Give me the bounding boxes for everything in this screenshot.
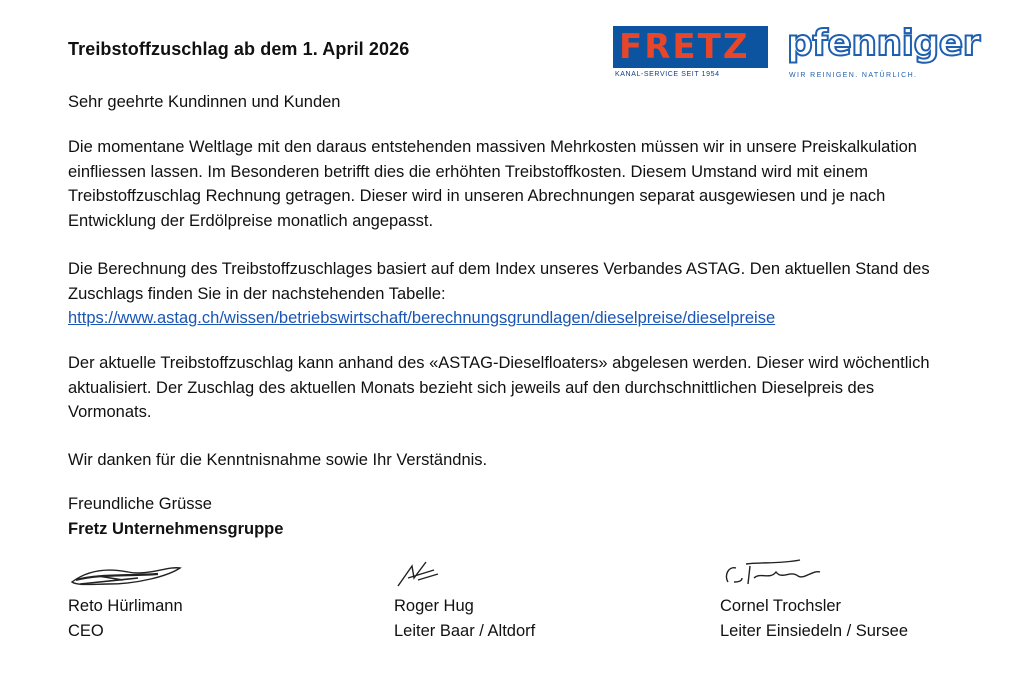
- fretz-logo-wordmark: FRETZ: [619, 27, 750, 67]
- pfenniger-logo-wordmark: pfenniger: [787, 23, 980, 64]
- paragraph-dank: Wir danken für die Kenntnisnahme sowie Ihr Verständnis.: [68, 451, 488, 469]
- signature-trochsler: [720, 556, 850, 592]
- greeting: Sehr geehrte Kundinnen und Kunden: [68, 93, 341, 111]
- pfenniger-logo: [787, 23, 980, 84]
- paragraph-weltlage: Die momentane Weltlage mit den daraus entstehenden massiven Mehrkosten müssen wir in unsere Preiskalkulation einfliessen lassen. Im Besonderen betrifft dies die erhöhten Treibstoffkosten. Diesem Umstand wird mit einem Treibstoffzuschlag Rechnung getragen. Dieser wird in unseren Abrechnungen separat ausgewiesen und je nach Entwicklung der Erdölpreise monatlich angepasst.: [68, 138, 917, 230]
- paragraph-berechnung-text: Die Berechnung des Treibstoffzuschlages basiert auf dem Index unseres Verbandes ASTAG. Den aktuellen Stand des Zuschlags finden Sie in der nachstehenden Tabelle:: [68, 260, 930, 303]
- signer-name: Cornel Trochsler: [720, 597, 842, 615]
- company-name: Fretz Unternehmensgruppe: [68, 520, 284, 538]
- fretz-logo-tagline: KANAL-SERVICE SEIT 1954: [615, 71, 720, 78]
- page-title: Treibstoffzuschlag ab dem 1. April 2026: [68, 39, 410, 59]
- signer-name: Reto Hürlimann: [68, 597, 183, 615]
- signer-role: Leiter Einsiedeln / Sursee: [720, 622, 909, 640]
- pfenniger-logo-tagline: WIR REINIGEN. NATÜRLICH.: [789, 72, 918, 79]
- signer-name: Roger Hug: [394, 597, 474, 615]
- paragraph-dieselfloater: Der aktuelle Treibstoffzuschlag kann anhand des «ASTAG-Dieselfloaters» abgelesen werden. Dieser wird wöchentlich aktualisiert. Der Zuschlag des aktuellen Monats bezieht sich jeweils auf den durchschnittlichen Dieselpreis des Vormonats.: [68, 354, 930, 421]
- signer-role: CEO: [68, 622, 104, 640]
- fretz-logo: [613, 26, 768, 80]
- paragraph-berechnung: [68, 257, 948, 331]
- logo-group: [613, 23, 980, 86]
- astag-dieselpreise-link[interactable]: https://www.astag.ch/wissen/betriebswirtschaft/berechnungsgrundlagen/dieselpreise/dieselpreise: [68, 309, 776, 327]
- signature-hug: [394, 556, 524, 592]
- closing: Freundliche Grüsse: [68, 495, 212, 513]
- signature-hurlimann: [68, 556, 198, 592]
- signer-role: Leiter Baar / Altdorf: [394, 622, 536, 640]
